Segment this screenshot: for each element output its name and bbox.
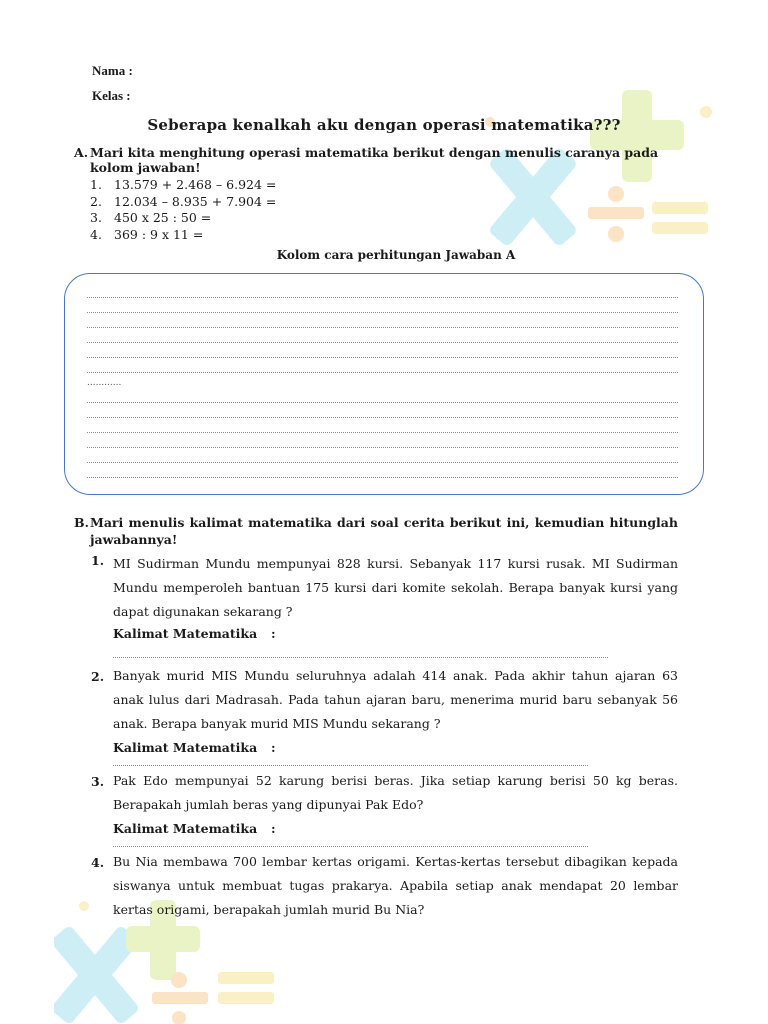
kalimat-label-text: Kalimat Matematika [113,626,258,641]
kalimat-matematika-label [113,740,313,755]
kalimat-label-text: Kalimat Matematika [113,740,258,755]
problem-number: 1. [91,553,105,568]
list-item [90,210,276,227]
kalimat-matematika-label [113,821,313,836]
dotted-line [87,291,678,298]
problem-text: Banyak murid MIS Mundu seluruhnya adalah 414 anak. Pada akhir tahun ajaran 63 anak lulus dari Madrasah. Pada tahun ajaran baru, menerima murid baru sebanyak 56 anak. Berapa banyak murid MIS Mundu sekarang ? [113,668,678,731]
dotted-line [87,366,678,373]
section-a-marker: A. [74,145,89,160]
dotted-line [87,321,678,328]
problem-text: Bu Nia membawa 700 lembar kertas origami. Kertas-kertas tersebut dibagikan kepada siswanya untuk membuat tugas prakarya. Apabila setiap anak mendapat 20 lembar kertas origami, berapakah jumlah murid Bu Nia? [113,854,678,917]
dotted-line [87,396,678,403]
list-item [90,227,276,244]
kalimat-colon: : [271,626,276,641]
item-number: 3. [90,210,102,225]
item-expression: 13.579 + 2.468 – 6.924 = [114,177,277,192]
answer-dotted-line[interactable] [113,759,588,766]
kelas-label: Kelas : [92,88,131,103]
section-a-instruction: Mari kita menghitung operasi matematika berikut dengan menulis caranya pada kolom jawaban! [90,145,659,175]
answer-box-title: Kolom cara perhitungan Jawaban A [276,248,516,262]
dotted-line [87,456,678,463]
item-expression: 12.034 – 8.935 + 7.904 = [114,193,277,209]
item-number: 1. [90,177,102,192]
dotted-line [87,411,678,418]
problem-number: 3. [91,774,105,789]
dotted-line [87,471,678,478]
item-number: 2. [90,193,102,209]
kalimat-label-text: Kalimat Matematika [113,821,258,836]
section-a-items [90,177,276,243]
answer-dotted-line[interactable] [113,651,608,658]
dotted-line [87,336,678,343]
dotted-line [87,426,678,433]
kalimat-colon: : [271,740,276,755]
kalimat-colon: : [271,821,276,836]
dotted-line [87,306,678,313]
nama-label: Nama : [92,63,133,78]
kalimat-matematika-label [113,626,313,641]
list-item [90,194,276,211]
list-item [90,177,276,194]
item-number: 4. [90,226,102,242]
section-b-marker: B. [74,515,89,530]
dotted-line [87,351,678,358]
section-b-instruction: Mari menulis kalimat matematika dari soal cerita berikut ini, kemudian hitunglah jawabannya! [90,515,678,547]
page-title: Seberapa kenalkah aku dengan operasi matematika??? [147,116,621,134]
problem-text: Pak Edo mempunyai 52 karung berisi beras. Jika setiap karung berisi 50 kg beras. Berapakah jumlah beras yang dipunyai Pak Edo? [113,773,678,812]
short-dotted-line: ............ [87,378,122,388]
problem-number: 2. [91,669,105,684]
problem-number: 4. [91,855,105,870]
item-expression: 450 x 25 : 50 = [114,210,212,225]
answer-dotted-line[interactable] [113,840,588,847]
dotted-line [87,441,678,448]
item-expression: 369 : 9 x 11 = [114,226,204,242]
problem-text: MI Sudirman Mundu mempunyai 828 kursi. Sebanyak 117 kursi rusak. MI Sudirman Mundu memperoleh bantuan 175 kursi dari komite sekolah. Berapa banyak kursi yang dapat digunakan sekarang ? [113,556,678,619]
